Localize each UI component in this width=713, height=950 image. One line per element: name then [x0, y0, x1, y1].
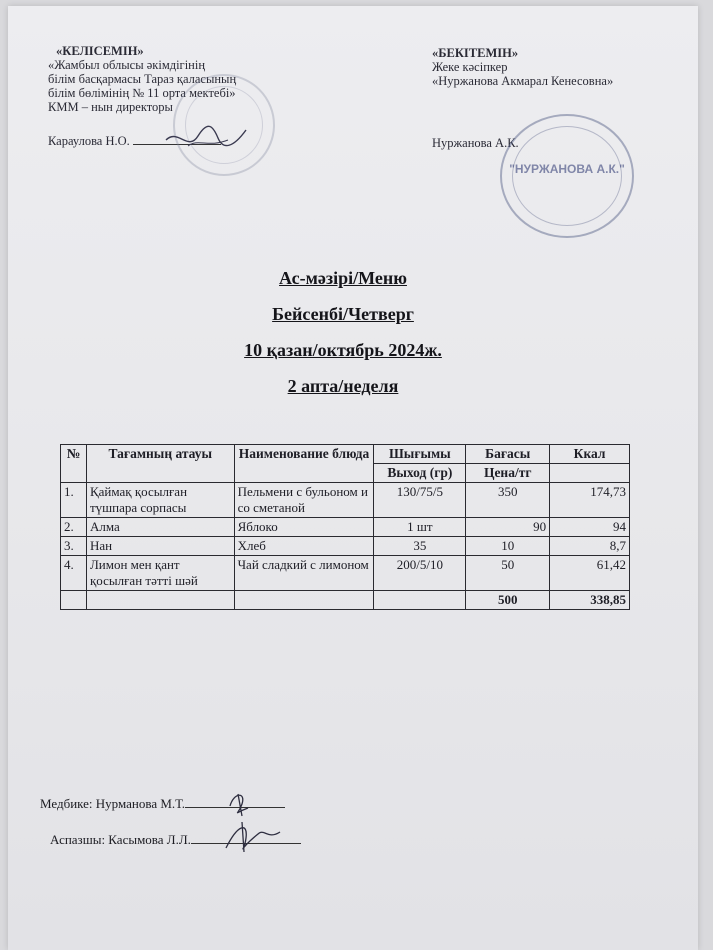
table-row — [61, 518, 630, 537]
cell-price: 10 — [466, 537, 550, 556]
total-price: 500 — [466, 591, 550, 610]
left-header-title: «КЕЛІСЕМІН» — [56, 44, 144, 58]
cell-num: 1. — [61, 483, 87, 518]
header-output-ru: Выход (гр) — [374, 464, 466, 483]
right-header-line: Жеке кәсіпкер — [432, 60, 508, 74]
cell-name-kz: Лимон мен қант қосылған тәтті шәй — [86, 556, 234, 591]
cell-name-ru: Чай сладкий с лимоном — [234, 556, 374, 591]
header-name-kz: Тағамның атауы — [86, 445, 234, 483]
cell-num: 3. — [61, 537, 87, 556]
cell-output: 200/5/10 — [374, 556, 466, 591]
cell-empty — [234, 591, 374, 610]
date-title: 10 қазан/октябрь 2024ж. — [244, 340, 442, 360]
week-title: 2 апта/неделя — [287, 376, 399, 396]
header-num: № — [61, 445, 87, 483]
document-page — [8, 6, 698, 950]
header-price-kz: Бағасы — [466, 445, 550, 464]
cell-price: 90 — [466, 518, 550, 537]
nurse-signature-icon — [220, 788, 270, 818]
header-output-kz: Шығымы — [374, 445, 466, 464]
cell-output: 35 — [374, 537, 466, 556]
cell-empty — [86, 591, 234, 610]
header-name-ru: Наименование блюда — [234, 445, 374, 483]
cell-empty — [61, 591, 87, 610]
left-header-line: білім басқармасы Тараз қаласының — [48, 72, 237, 86]
day-title: Бейсенбі/Четверг — [272, 304, 414, 324]
left-header-line: КММ – нын директоры — [48, 100, 173, 114]
cell-output: 130/75/5 — [374, 483, 466, 518]
table-header-row — [61, 445, 630, 464]
left-header-line: «Жамбыл облысы әкімдігінің — [48, 58, 206, 72]
table-row — [61, 537, 630, 556]
cell-price: 50 — [466, 556, 550, 591]
cell-kcal: 174,73 — [550, 483, 630, 518]
right-stamp — [500, 114, 634, 238]
cell-name-ru: Хлеб — [234, 537, 374, 556]
nurse-name: Медбике: Нурманова М.Т. — [40, 796, 186, 811]
table-row — [61, 483, 630, 518]
cell-num: 4. — [61, 556, 87, 591]
cell-name-kz: Қаймақ қосылған түшпара сорпасы — [86, 483, 234, 518]
header-empty — [550, 464, 630, 483]
cook-signature-icon — [218, 818, 288, 856]
cell-output: 1 шт — [374, 518, 466, 537]
right-header-line: «Нуржанова Акмарал Кенесовна» — [432, 74, 614, 88]
cell-name-kz: Нан — [86, 537, 234, 556]
header-price-ru: Цена/тг — [466, 464, 550, 483]
left-signature-icon — [158, 118, 253, 158]
left-header-line: білім бөлімінің № 11 орта мектебі» — [48, 86, 236, 100]
cell-empty — [374, 591, 466, 610]
right-stamp-text: "НУРЖАНОВА А.К." — [509, 162, 625, 176]
cell-kcal: 94 — [550, 518, 630, 537]
left-signer-name: Караулова Н.О. — [48, 134, 130, 148]
right-header-title: «БЕКІТЕМІН» — [432, 46, 519, 60]
cell-name-ru: Пельмени с бульоном и со сметаной — [234, 483, 374, 518]
table-total-row — [61, 591, 630, 610]
cell-name-kz: Алма — [86, 518, 234, 537]
cook-name: Аспазшы: Касымова Л.Л. — [50, 832, 191, 847]
cell-name-ru: Яблоко — [234, 518, 374, 537]
cell-kcal: 61,42 — [550, 556, 630, 591]
menu-table — [60, 444, 630, 610]
cell-kcal: 8,7 — [550, 537, 630, 556]
right-signer-name: Нуржанова А.К. — [432, 136, 519, 150]
table-row — [61, 556, 630, 591]
cell-price: 350 — [466, 483, 550, 518]
header-kcal: Ккал — [550, 445, 630, 464]
cell-num: 2. — [61, 518, 87, 537]
menu-title: Ас-мәзірі/Меню — [279, 268, 407, 288]
total-kcal: 338,85 — [550, 591, 630, 610]
